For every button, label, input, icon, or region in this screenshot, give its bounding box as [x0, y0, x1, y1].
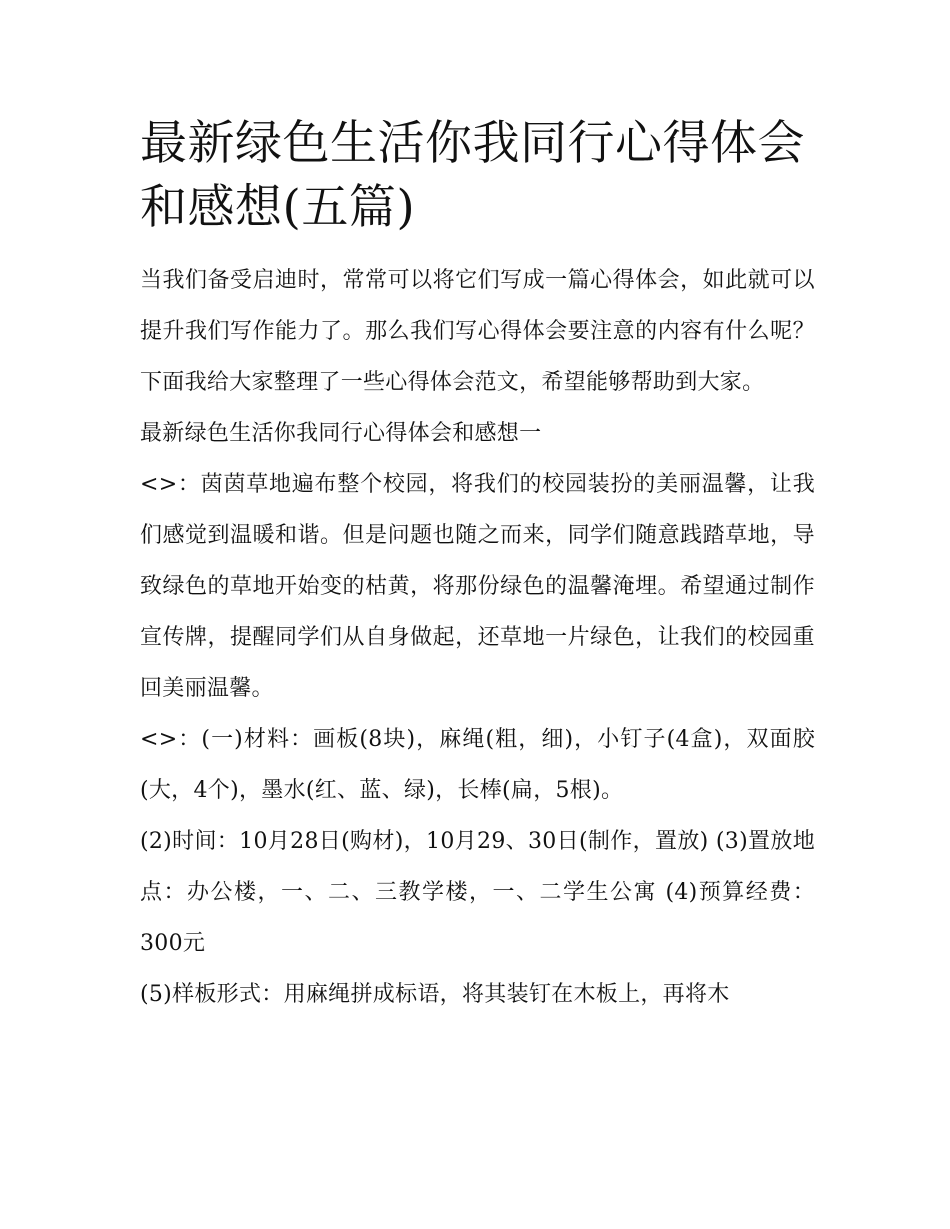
document-body [140, 255, 815, 1020]
sample-form-paragraph: (5)样板形式：用麻绳拼成标语，将其装钉在木板上，再将木 [140, 982, 730, 1007]
schedule-paragraph: (2)时间：10月28日(购材)，10月29、30日(制作，置放) (3)置放地点：办公楼，一、二、三教学楼，一、二学生公寓 (4)预算经费：300元 [140, 829, 815, 956]
intro-paragraph: 当我们备受启迪时，常常可以将它们写成一篇心得体会，如此就可以提升我们写作能力了。那么我们写心得体会要注意的内容有什么呢？下面我给大家整理了一些心得体会范文，希望能够帮助到大家。 [140, 268, 815, 395]
section-heading: 最新绿色生活你我同行心得体会和感想一 [140, 421, 542, 446]
materials-paragraph: <>：(一)材料：画板(8块)，麻绳(粗，细)，小钉子(4盒)，双面胶(大，4个)，墨水(红、蓝、绿)，长棒(扁，5根)。 [140, 727, 815, 803]
document-title: 最新绿色生活你我同行心得体会和感想(五篇) [140, 116, 805, 235]
document-page [140, 112, 815, 1020]
body-paragraph: <>：茵茵草地遍布整个校园，将我们的校园装扮的美丽温馨，让我们感觉到温暖和谐。但是问题也随之而来，同学们随意践踏草地，导致绿色的草地开始变的枯黄，将那份绿色的温馨淹埋。希望通过制作宣传牌，提醒同学们从自身做起，还草地一片绿色，让我们的校园重回美丽温馨。 [140, 472, 815, 701]
